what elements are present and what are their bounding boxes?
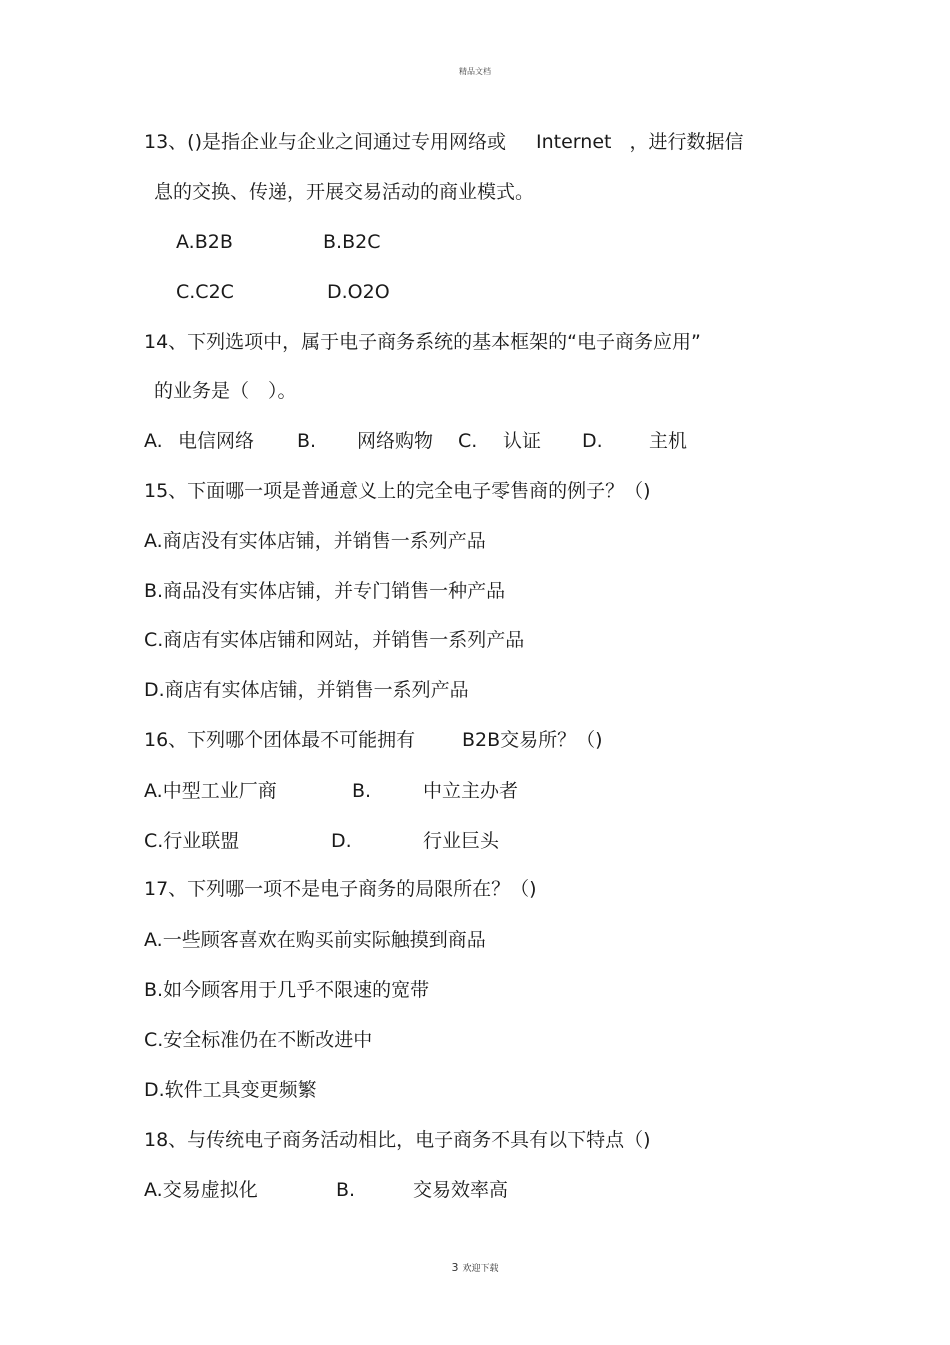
q16-option-d-letter: D.: [331, 830, 352, 852]
q17-stem: 17、下列哪一项不是电子商务的局限所在？（): [144, 878, 537, 900]
q16-option-c: C.行业联盟: [144, 830, 240, 852]
q14-option-b-text: 网络购物: [357, 430, 434, 452]
q16-option-b-text: 中立主办者: [423, 780, 519, 802]
q13-option-b: B.B2C: [323, 231, 381, 253]
q16-option-b-letter: B.: [352, 780, 372, 802]
q13-stem-line2: 息的交换、传递，开展交易活动的商业模式。: [154, 181, 535, 203]
q15-option-a: A.商店没有实体店铺，并销售一系列产品: [144, 530, 486, 552]
page-number: 3: [451, 1261, 459, 1274]
q13-option-a: A.B2B: [176, 231, 233, 253]
q15-option-c: C.商店有实体店铺和网站，并销售一系列产品: [144, 629, 525, 651]
footer-text: 欢迎下载: [462, 1264, 499, 1274]
q15-option-b: B.商品没有实体店铺，并专门销售一种产品: [144, 580, 506, 602]
q13-option-c: C.C2C: [176, 281, 234, 303]
q16-stem-part1: 16、下列哪个团体最不可能拥有: [144, 729, 416, 751]
q16-option-a: A.中型工业厂商: [144, 780, 277, 802]
q17-option-c: C.安全标准仍在不断改进中: [144, 1029, 373, 1051]
q13-option-d: D.O2O: [327, 281, 390, 303]
q18-option-b-letter: B.: [336, 1179, 356, 1201]
q17-option-a: A.一些顾客喜欢在购买前实际触摸到商品: [144, 929, 486, 951]
q15-option-d: D.商店有实体店铺，并销售一系列产品: [144, 679, 469, 701]
q14-option-c-letter: C.: [458, 430, 478, 452]
q14-stem-line1: 14、下列选项中，属于电子商务系统的基本框架的“电子商务应用”: [144, 331, 701, 353]
q18-stem: 18、与传统电子商务活动相比，电子商务不具有以下特点（): [144, 1129, 651, 1151]
q14-stem-line2: 的业务是（ ）。: [154, 380, 297, 402]
q14-option-b-letter: B.: [297, 430, 317, 452]
q13-stem-part2: ，进行数据信: [629, 131, 744, 153]
q17-option-d: D.软件工具变更频繁: [144, 1079, 317, 1101]
page-footer: [0, 1261, 950, 1274]
q18-option-b-text: 交易效率高: [413, 1179, 509, 1201]
q15-stem: 15、下面哪一项是普通意义上的完全电子零售商的例子？（): [144, 480, 651, 502]
q14-option-d-text: 主机: [649, 430, 688, 452]
q14-option-a-letter: A.: [144, 430, 163, 452]
q14-option-a-text: 电信网络: [178, 430, 255, 452]
q17-option-b: B.如今顾客用于几乎不限速的宽带: [144, 979, 430, 1001]
q14-option-c-text: 认证: [503, 430, 542, 452]
q13-stem-part1: 13、()是指企业与企业之间通过专用网络或: [144, 131, 507, 153]
q14-option-d-letter: D.: [582, 430, 603, 452]
q18-option-a: A.交易虚拟化: [144, 1179, 258, 1201]
q13-internet: Internet: [536, 131, 612, 153]
page-header: 精品文档: [459, 67, 491, 76]
q16-stem-part2: B2B交易所？（): [462, 729, 603, 751]
q13-stem-line1: [144, 130, 743, 154]
q16-option-d-text: 行业巨头: [423, 830, 500, 852]
